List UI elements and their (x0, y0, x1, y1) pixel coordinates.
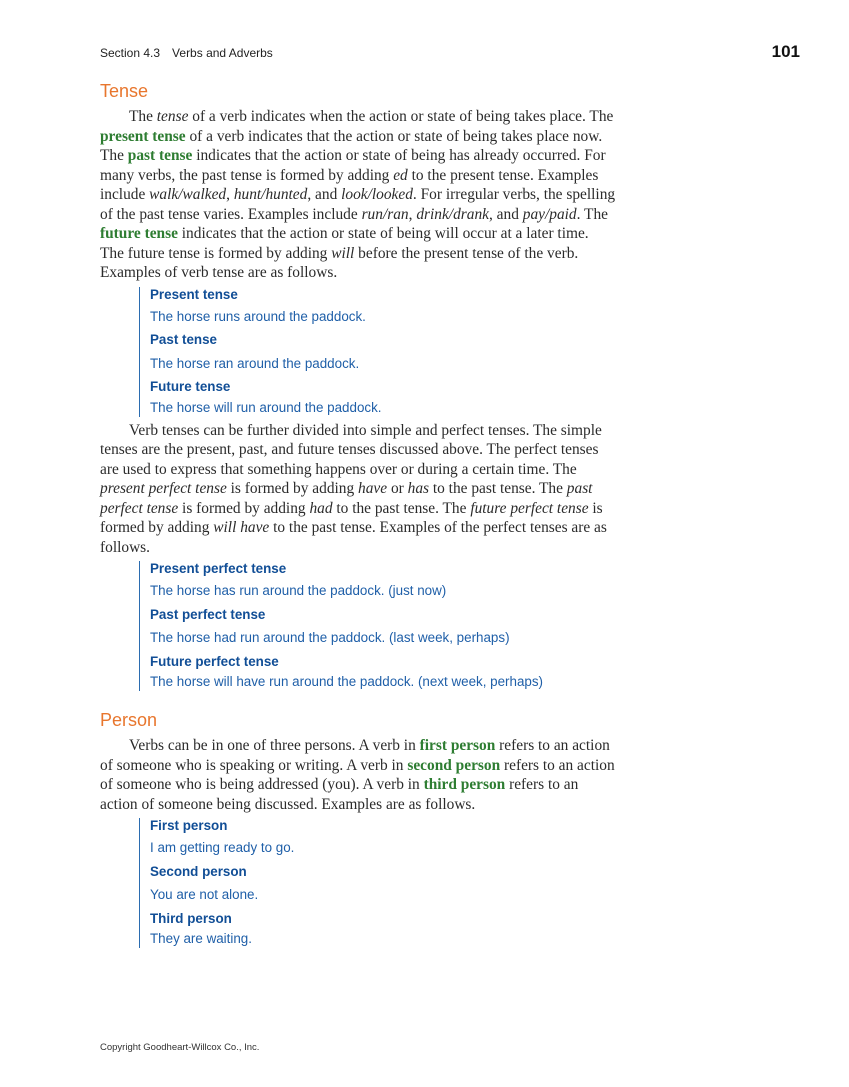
text-run: The (129, 108, 157, 125)
person-examples (139, 818, 616, 948)
italic-term: pay/paid (522, 205, 577, 223)
tense-examples (139, 287, 616, 417)
key-term: past tense (127, 147, 193, 164)
italic-term: drink/drank (416, 205, 489, 223)
example-sentence: I am getting ready to go. (150, 840, 295, 855)
text-run: . For irregular verbs, the spelling of the past tense varies. Examples include (100, 186, 616, 223)
example-sentence: The horse will run around the paddock. (150, 399, 382, 415)
page-number: 101 (771, 42, 800, 61)
example-sentence: The horse will have run around the paddock. (next week, perhaps) (150, 674, 544, 689)
key-term: third person (423, 776, 506, 793)
example-sentence: The horse runs around the paddock. (150, 308, 366, 324)
page-header (100, 44, 800, 64)
text-run: Verbs can be in one of three persons. A verb in (129, 737, 420, 754)
example-label: Past perfect tense (150, 606, 266, 622)
section-title: Verbs and Adverbs (172, 46, 273, 60)
copyright-footer: Copyright Goodheart-Willcox Co., Inc. (100, 1042, 260, 1053)
tense-heading: Tense (100, 81, 149, 101)
example-label: First person (150, 818, 228, 833)
example-sentence: You are not alone. (150, 887, 259, 902)
text-run: , (226, 186, 234, 203)
tense-paragraph-2 (100, 421, 616, 558)
running-head (100, 46, 273, 60)
italic-term: walk/walked (149, 186, 227, 203)
italic-term: run/ran (361, 205, 409, 223)
perfect-tense-examples (139, 561, 616, 691)
italic-term: will have (213, 519, 270, 536)
italic-term: has (407, 480, 430, 497)
italic-term: future perfect tense (470, 499, 589, 517)
tense-paragraph-1 (100, 107, 616, 283)
key-term: first person (419, 737, 496, 754)
text-run: to the past tense. The (332, 499, 471, 517)
person-heading: Person (100, 710, 158, 730)
italic-term: had (309, 499, 333, 517)
text-run: . The (576, 205, 608, 223)
italic-term: look/looked (341, 186, 413, 203)
example-label: Present tense (150, 286, 238, 302)
example-label: Past tense (150, 332, 217, 347)
section-number: Section 4.3 (100, 46, 161, 60)
page-content (100, 80, 616, 952)
text-run: indicates that the action or state of being has already occurred. For many verbs, the past tense is formed by adding (100, 147, 606, 184)
example-sentence: They are waiting. (150, 931, 252, 946)
italic-term: hunt/hunted (233, 186, 308, 203)
example-sentence: The horse had run around the paddock. (last week, perhaps) (150, 630, 510, 645)
text-run: is formed by adding (178, 499, 310, 517)
person-paragraph (100, 736, 616, 814)
text-run: to the past tense. The (429, 480, 567, 497)
text-run: of a verb indicates that the action or state of being takes place now. The (100, 127, 603, 164)
italic-term: will (331, 244, 355, 262)
text-run: before the present tense of the verb. Examples of verb tense are as follows. (100, 244, 579, 281)
text-run: is formed by adding (226, 480, 359, 497)
key-term: future tense (100, 225, 178, 242)
text-run: of a verb indicates when the action or state of being takes place. The (188, 108, 614, 125)
example-sentence: The horse has run around the paddock. (just now) (150, 583, 447, 598)
text-run: refers to an action of someone who is speaking or writing. A verb in (100, 737, 610, 774)
text-run: refers to an action of someone who is being addressed (you). A verb in (100, 756, 615, 793)
key-term: present tense (100, 127, 186, 145)
text-run: indicates that the action or state of being will occur at a later time. The future tense is formed by adding (100, 225, 589, 262)
example-sentence: The horse ran around the paddock. (150, 355, 360, 371)
example-label: Third person (150, 910, 232, 926)
italic-term: tense (156, 108, 189, 125)
italic-term: ed (393, 166, 408, 184)
text-run: , and (488, 205, 523, 223)
text-run: to the past tense. Examples of the perfect tenses are as follows. (100, 519, 607, 556)
text-run: is formed by adding (100, 499, 603, 536)
text-run: , (408, 205, 417, 223)
example-label: Second person (150, 863, 247, 879)
example-label: Future tense (150, 379, 231, 394)
text-run: refers to an action of someone being discussed. Examples are as follows. (100, 776, 579, 813)
italic-term: have (358, 480, 388, 497)
key-term: second person (407, 756, 501, 774)
italic-term: past perfect tense (100, 480, 593, 517)
text-run: to the present tense. Examples include (100, 166, 599, 203)
text-run: Verb tenses can be further divided into simple and perfect tenses. The simple tenses are the present, past, and future tenses discussed above. The perfect tenses are used to express that something happens over or during a certain time. The (100, 421, 602, 478)
text-run: or (387, 480, 408, 497)
text-run: , and (307, 186, 342, 203)
example-label: Present perfect tense (150, 561, 287, 576)
example-label: Future perfect tense (150, 653, 279, 669)
italic-term: present perfect tense (100, 480, 227, 497)
